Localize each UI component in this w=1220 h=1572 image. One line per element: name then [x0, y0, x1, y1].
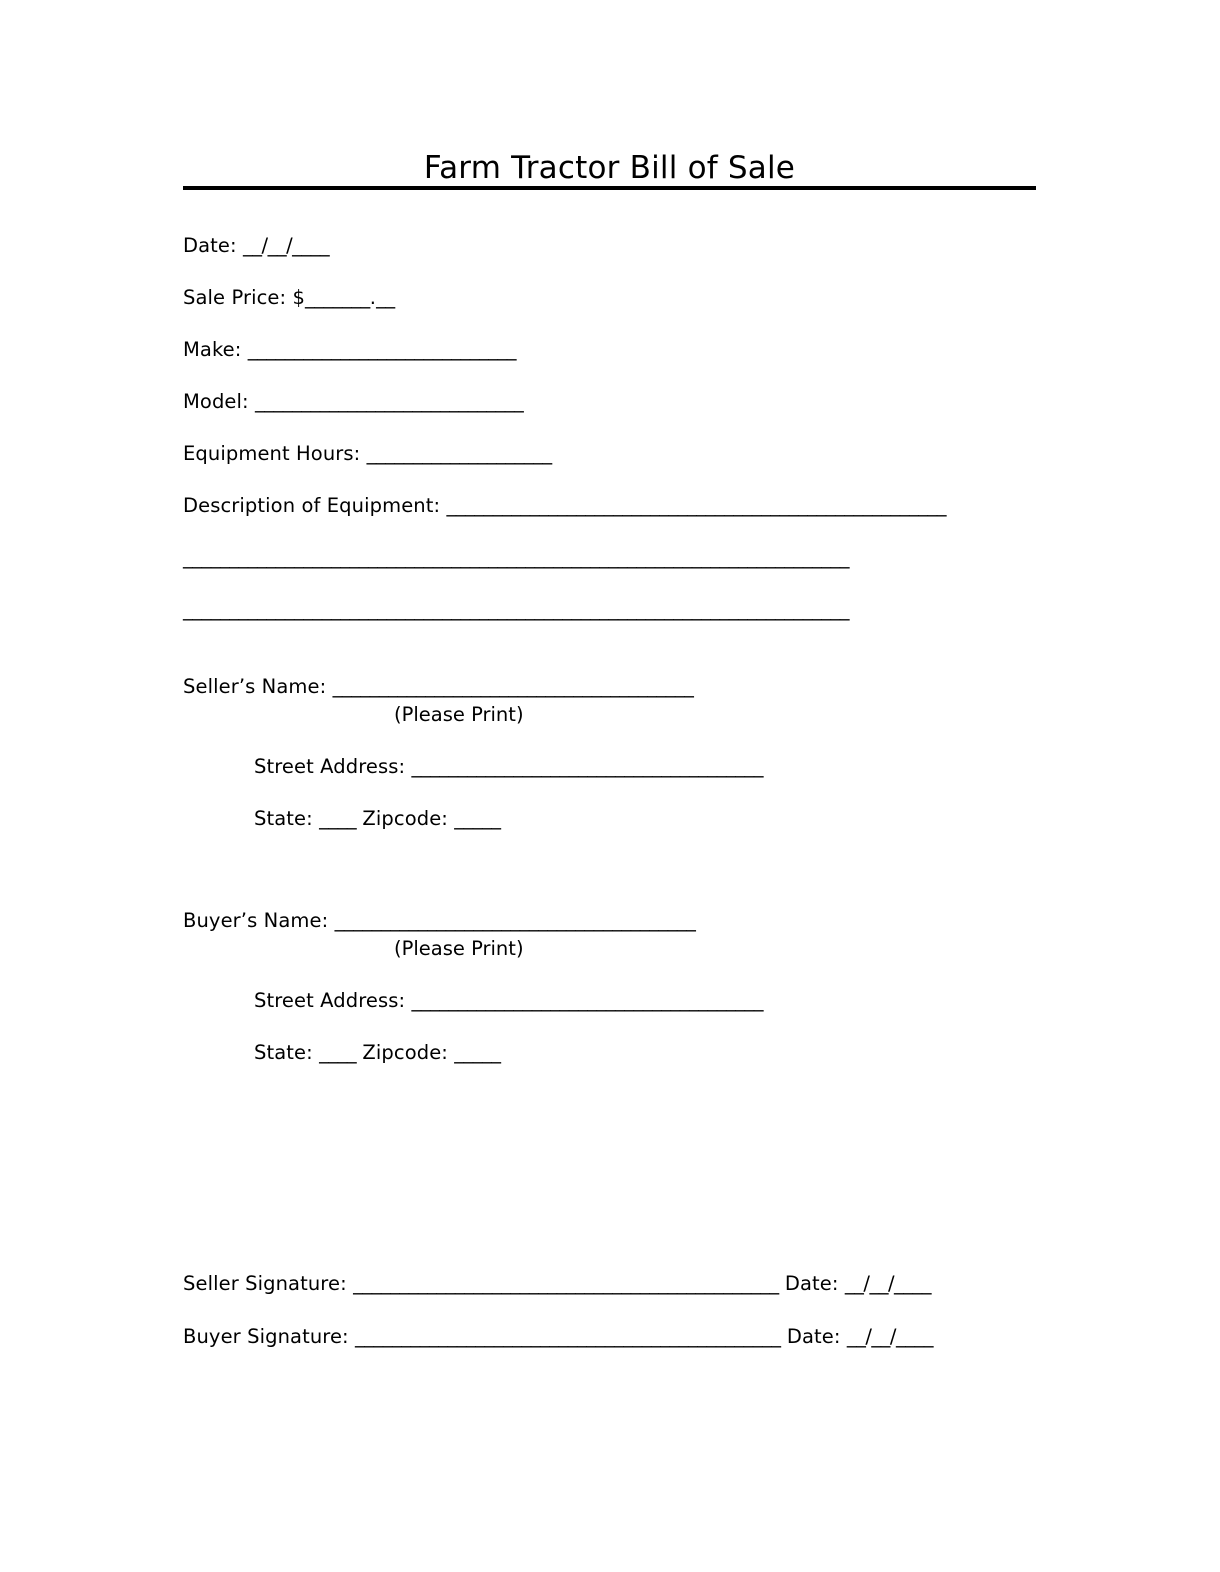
field-buyer-zipcode-label: Zipcode: [362, 1041, 448, 1064]
field-buyer-signature [183, 1324, 933, 1350]
field-seller-signature-label: Seller Signature: [183, 1272, 347, 1295]
field-seller-street-address-blank[interactable]: ______________________________________ [411, 755, 763, 778]
field-sale-price-dollars-blank[interactable]: _______ [305, 286, 370, 309]
field-buyer-street-address-blank[interactable]: ______________________________________ [411, 989, 763, 1012]
field-description-continuation-2[interactable] [183, 597, 849, 623]
field-buyer-zipcode-blank[interactable]: _____ [454, 1041, 501, 1064]
field-buyer-signature-date-blank[interactable]: __/__/____ [846, 1325, 933, 1348]
field-buyer-name-blank[interactable]: _______________________________________ [334, 909, 696, 932]
field-make-label: Make: [183, 338, 242, 361]
field-seller-street-address-label: Street Address: [254, 755, 406, 778]
field-buyer-signature-date-label: Date: [786, 1325, 841, 1348]
field-seller-state-label: State: [254, 807, 313, 830]
seller-please-print-note: (Please Print) [394, 703, 524, 726]
field-equipment-hours-blank[interactable]: ____________________ [366, 442, 552, 465]
field-description-label: Description of Equipment: [183, 494, 441, 517]
field-buyer-signature-label: Buyer Signature: [183, 1325, 349, 1348]
field-model [183, 389, 523, 415]
decimal-point: . [369, 286, 377, 309]
field-seller-state-zip [254, 806, 501, 832]
field-buyer-state-blank[interactable]: ____ [319, 1041, 357, 1064]
field-sale-price-label: Sale Price: [183, 286, 287, 309]
field-date-blank[interactable]: __/__/____ [243, 234, 330, 257]
field-buyer-state-zip [254, 1040, 501, 1066]
field-description-blank[interactable]: ______________________________________________________ [446, 494, 946, 517]
field-seller-signature-blank[interactable]: ______________________________________________ [353, 1272, 779, 1295]
field-sale-price [183, 285, 395, 311]
field-seller-name [183, 674, 693, 700]
field-seller-name-blank[interactable]: _______________________________________ [332, 675, 694, 698]
field-model-label: Model: [183, 390, 249, 413]
field-model-blank[interactable]: _____________________________ [255, 390, 524, 413]
field-seller-zipcode-blank[interactable]: _____ [454, 807, 501, 830]
field-description [183, 493, 946, 519]
field-seller-zipcode-label: Zipcode: [362, 807, 448, 830]
field-buyer-street-address-label: Street Address: [254, 989, 406, 1012]
field-seller-signature-date-blank[interactable]: __/__/____ [844, 1272, 932, 1295]
field-seller-signature-date-label: Date: [784, 1272, 839, 1295]
field-buyer-signature-blank[interactable]: ______________________________________________ [355, 1325, 781, 1348]
field-seller-street-address [254, 754, 763, 780]
field-buyer-state-label: State: [254, 1041, 313, 1064]
field-make [183, 337, 516, 363]
currency-symbol: $ [292, 286, 306, 309]
field-date-label: Date: [183, 234, 237, 257]
field-buyer-street-address [254, 988, 763, 1014]
field-description-continuation-1[interactable] [183, 545, 849, 571]
field-seller-name-label: Seller’s Name: [183, 675, 327, 698]
buyer-please-print-note: (Please Print) [394, 937, 524, 960]
title-divider [183, 186, 1036, 190]
field-seller-state-blank[interactable]: ____ [319, 807, 357, 830]
field-make-blank[interactable]: _____________________________ [247, 338, 517, 361]
field-equipment-hours [183, 441, 552, 467]
field-description-continuation-2-blank[interactable]: ________________________________________________________________________ [183, 598, 849, 621]
field-date [183, 233, 329, 259]
field-description-continuation-1-blank[interactable]: ________________________________________________________________________ [183, 546, 849, 569]
field-buyer-name-label: Buyer’s Name: [183, 909, 329, 932]
page-title: Farm Tractor Bill of Sale [423, 150, 796, 186]
field-buyer-name [183, 908, 695, 934]
field-seller-signature [183, 1271, 931, 1297]
field-equipment-hours-label: Equipment Hours: [183, 442, 361, 465]
field-sale-price-cents-blank[interactable]: __ [376, 286, 395, 309]
